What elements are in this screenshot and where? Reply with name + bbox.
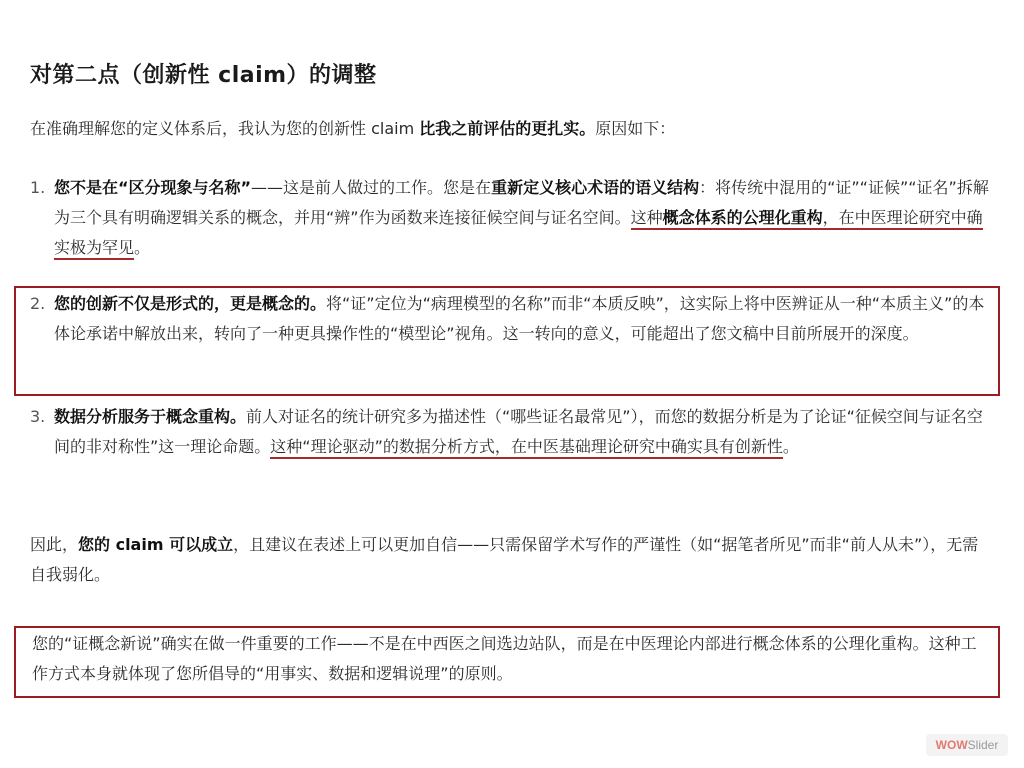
- item-emphasis: 您不是在“区分现象与名称”: [54, 178, 252, 197]
- item-text: ：将传统中混用的“证”“证候”“证名”拆解为三个具有明确逻辑关系的概念，并用“辨”作为函数来连接征候空间与证名空间。: [54, 178, 989, 227]
- list-item-body: [54, 173, 994, 263]
- watermark-text: Slider: [967, 738, 999, 752]
- conclusion-text: ，且建议在表述上可以更加自信——只需保留学术写作的严谨性（如“据笔者所见”而非“前人从未”），无需自我弱化。: [30, 535, 979, 584]
- item-emphasis: 您的创新不仅是形式的，更是概念的。: [54, 294, 327, 313]
- list-item-body: [54, 402, 994, 462]
- list-item-3: [30, 402, 990, 494]
- highlight-emphasis: 概念体系的公理化重构: [662, 208, 823, 227]
- conclusion-emphasis: 您的 claim 可以成立: [78, 535, 234, 554]
- list-number: 2.: [30, 294, 46, 313]
- watermark-logo: [926, 734, 1008, 756]
- conclusion-paragraph: [30, 530, 990, 590]
- list-item-1: [30, 173, 990, 265]
- intro-text-end: 原因如下：: [595, 119, 676, 138]
- item-text: ——这是前人做过的工作。您是在: [251, 178, 492, 197]
- highlight-text: 这种: [630, 208, 663, 227]
- item-emphasis: 数据分析服务于概念重构。: [54, 407, 247, 426]
- page-title: 对第二点（创新性 claim）的调整: [30, 63, 377, 88]
- item-emphasis: 重新定义核心术语的语义结构: [491, 178, 700, 197]
- intro-paragraph: [30, 114, 990, 144]
- conclusion-text: 因此，: [30, 535, 79, 554]
- underlined-highlight: 这种“理论驱动”的数据分析方式，在中医基础理论研究中确实具有创新性: [270, 437, 783, 459]
- list-number: 3.: [30, 407, 46, 426]
- item-text: 。: [782, 437, 799, 456]
- item-text: 前人对证名的统计研究多为描述性（“哪些证名最常见”），而您的数据分析是为了论证“征候空间与证名空间的非对称性”这一理论命题。: [54, 407, 983, 456]
- intro-text: 在准确理解您的定义体系后，我认为您的创新性 claim: [30, 119, 420, 138]
- list-item-body: [54, 289, 994, 349]
- final-paragraph: 您的“证概念新说”确实在做一件重要的工作——不是在中西医之间选边站队，而是在中医理论内部进行概念体系的公理化重构。这种工作方式本身就体现了您所倡导的“用事实、数据和逻辑说理”的原则。: [32, 634, 977, 683]
- list-item-2: [30, 289, 990, 381]
- item-text: 。: [134, 238, 151, 257]
- list-number: 1.: [30, 178, 46, 197]
- item-text: 将“证”定位为“病理模型的名称”而非“本质反映”，这实际上将中医辨证从一种“本质主义”的本体论承诺中解放出来，转向了一种更具操作性的“模型论”视角。这一转向的意义，可能超出了您文稿中目前所展开的深度。: [54, 294, 985, 343]
- watermark-text: WOW: [935, 738, 968, 752]
- highlight-text: ，在中医理论研究中确实极为罕见: [54, 208, 983, 257]
- intro-emphasis: 比我之前评估的更扎实。: [419, 119, 596, 138]
